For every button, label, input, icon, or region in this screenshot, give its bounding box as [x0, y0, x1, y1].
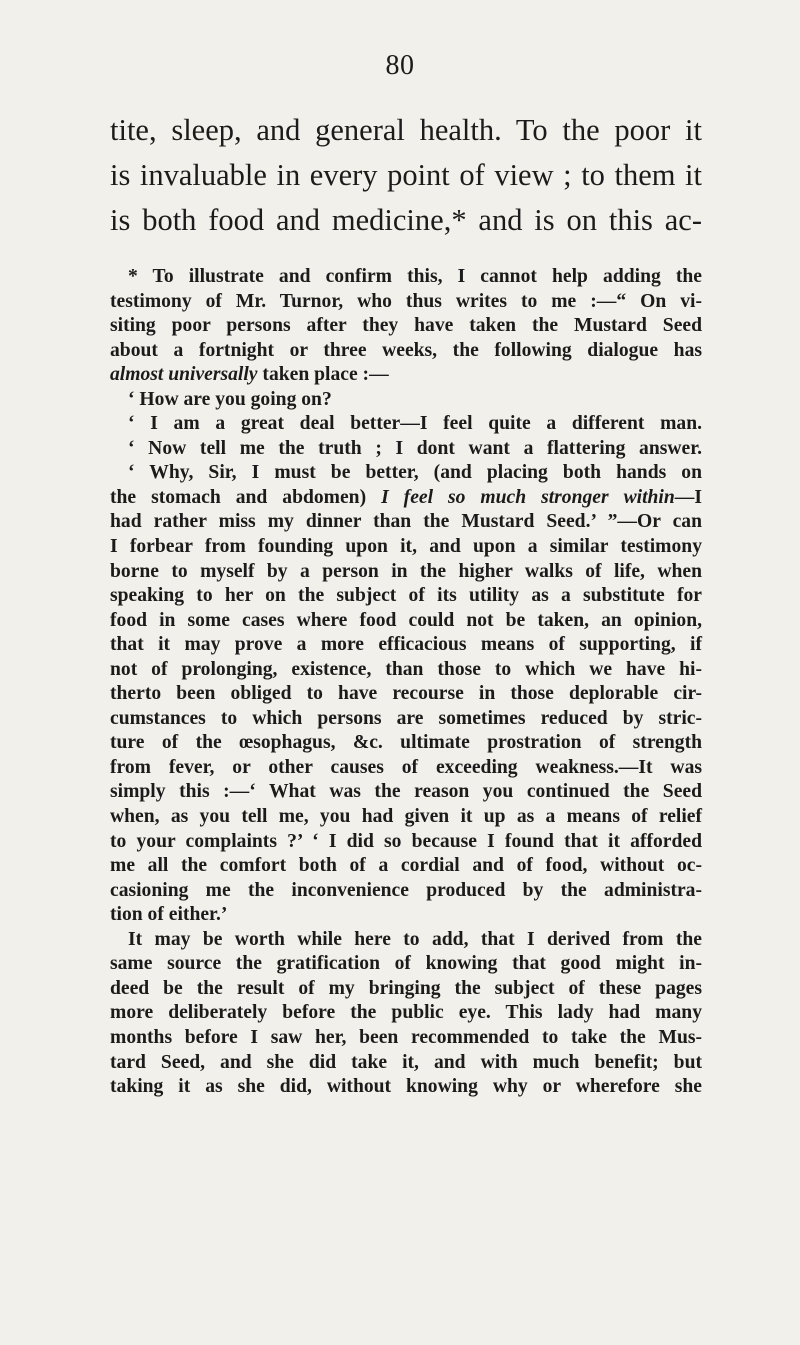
footnote-line: ‘ Now tell me the truth ; I dont want a flattering answer.: [128, 437, 702, 459]
footnote-line: cumstances to which persons are sometimes reduced by stric-: [110, 707, 702, 729]
footnote-line: deed be the result of my bringing the subject of these pages: [110, 977, 702, 999]
main-text-line: is both food and medicine,* and is on this ac-: [110, 203, 702, 237]
footnote-line: more deliberately before the public eye. This lady had many: [110, 1002, 702, 1024]
footnote-line: had rather miss my dinner than the Mustard Seed.’ ”—Or can: [110, 511, 702, 533]
footnote-line: tard Seed, and she did take it, and with much benefit; but: [110, 1051, 702, 1073]
footnote-line: me all the comfort both of a cordial and of food, without oc-: [110, 855, 702, 877]
footnote-line: months before I saw her, been recommended to take the Mus-: [110, 1026, 702, 1048]
footnote-line: from fever, or other causes of exceeding weakness.—It was: [110, 756, 702, 778]
footnote-line: ‘ How are you going on?: [128, 388, 332, 410]
footnote-line: that it may prove a more efficacious means of supporting, if: [110, 634, 702, 656]
footnote-line: testimony of Mr. Turnor, who thus writes to me :—“ On vi-: [110, 290, 702, 312]
footnote-line: food in some cases where food could not be taken, an opinion,: [110, 609, 702, 631]
footnote-text: the stomach and abdomen): [110, 486, 382, 508]
footnote-text: taken place :—: [257, 364, 389, 386]
footnote-line: simply this :—‘ What was the reason you continued the Seed: [110, 781, 702, 803]
footnote-line: * To illustrate and confirm this, I cannot help adding the: [128, 266, 702, 287]
footnote-line: to your complaints ?’ ‘ I did so because I found that it afforded: [110, 830, 702, 852]
footnote-line: It may be worth while here to add, that I derived from the: [128, 928, 702, 950]
footnote-line: siting poor persons after they have taken the Mustard Seed: [110, 315, 702, 337]
footnote-line: [110, 363, 702, 388]
footnote-line: tion of either.’: [110, 904, 228, 926]
page-number: 80: [385, 50, 415, 81]
footnote-line: same source the gratification of knowing that good might in-: [110, 953, 702, 975]
footnote-italic-text: almost universally: [110, 364, 258, 386]
footnote-block: [110, 265, 702, 1100]
footnote-line: borne to myself by a person in the higher walks of life, when: [110, 560, 702, 582]
footnote-line: therto been obliged to have recourse in those deplorable cir-: [110, 683, 702, 705]
footnote-line: casioning me the inconvenience produced by the administra-: [110, 879, 702, 901]
footnote-line: not of prolonging, existence, than those to which we have hi-: [110, 658, 702, 680]
footnote-line: ture of the œsophagus, &c. ultimate prostration of strength: [110, 732, 702, 754]
footnote-line: about a fortnight or three weeks, the following dialogue has: [110, 339, 702, 361]
footnote-italic-text: I feel so much stronger within: [381, 486, 675, 508]
main-text-block: [110, 108, 702, 243]
footnote-line: when, as you tell me, you had given it up as a means of relief: [110, 806, 702, 828]
footnote-line: ‘ I am a great deal better—I feel quite a different man.: [128, 413, 702, 435]
main-text-line: tite, sleep, and general health. To the poor it: [110, 113, 702, 147]
main-text-line: is invaluable in every point of view ; to them it: [110, 158, 702, 192]
footnote-line: taking it as she did, without knowing why or wherefore she: [110, 1076, 702, 1098]
footnote-line: ‘ Why, Sir, I must be better, (and placing both hands on: [128, 462, 702, 484]
footnote-text: —I: [674, 486, 702, 508]
footnote-line: [110, 486, 702, 511]
footnote-line: speaking to her on the subject of its utility as a substitute for: [110, 585, 702, 607]
footnote-line: I forbear from founding upon it, and upon a similar testimony: [110, 536, 702, 558]
